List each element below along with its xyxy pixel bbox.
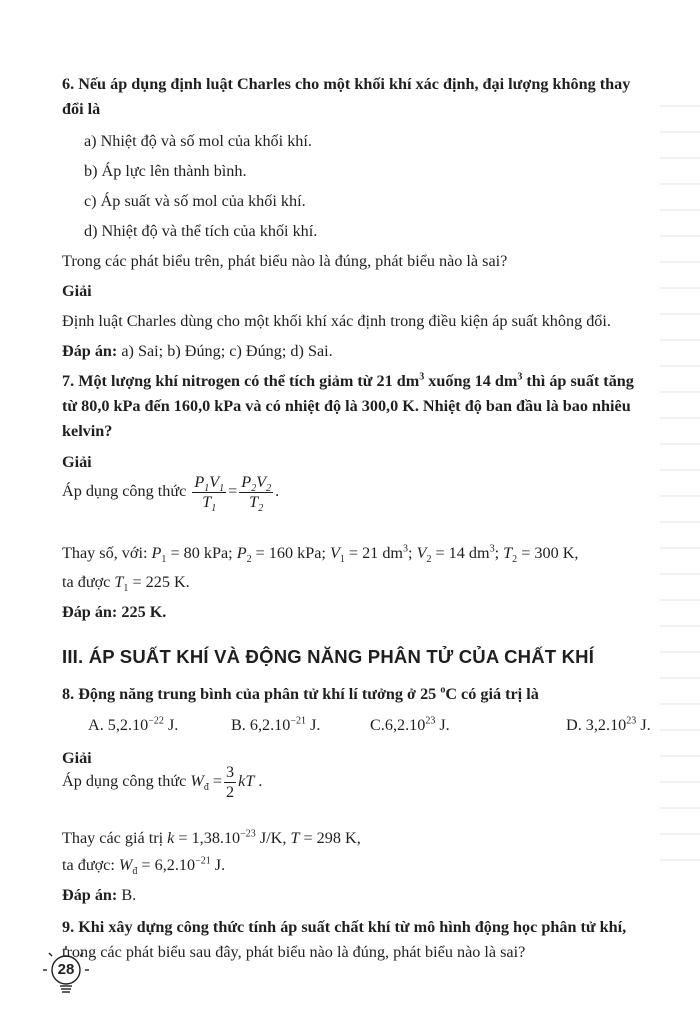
q6-option-c: c) Áp suất và số mol của khối khí. [84, 192, 306, 210]
q8-options [88, 716, 668, 740]
section-heading: III. ÁP SUẤT KHÍ VÀ ĐỘNG NĂNG PHÂN TỬ CỦA CHẤT KHÍ [62, 646, 595, 667]
q7-title: 7. Một lượng khí nitrogen có thể tích giảm từ 21 $dm^3$ xuống 14 $dm^3$ thì áp suất tăng [62, 371, 634, 390]
page-number: 28 [57, 961, 75, 978]
q7-result: ta được $T_1 = 225$ K. [62, 573, 190, 595]
q9-title: 9. Khi xây dựng công thức tính áp suất chất khí từ mô hình động học phân tử khí, trong các phát biểu sau đây, phát biểu nào là đúng, phát biểu nào là sai? [62, 918, 627, 961]
q8-option-b: B. $6,2.10^{-21}$ J. [231, 715, 321, 734]
q8-formula-fraction: $\frac{3}{2}$ [226, 762, 235, 801]
q7-substitution: Thay số, với: $P_1 = 80$ kPa; $P_2 = 160$ kPa; $V_1 = 21$ $dm^3$; $V_2 = 14$ $dm^3$; $T_2 = 300$ K, [62, 543, 579, 566]
q7-title-line2: từ 80,0 kPa đến 160,0 kPa và có nhiệt độ là 300,0 K. Nhiệt độ ban đầu là bao nhiêu [62, 397, 631, 415]
q7-giai-heading: Giải [62, 453, 92, 471]
q7-answer-label: Đáp án: [62, 603, 118, 621]
q6-option-b: b) Áp lực lên thành bình. [84, 162, 247, 180]
q8-option-c: C.6,2.10$^{23}$ J. [370, 715, 450, 734]
q7-answer [62, 600, 662, 625]
q7-formula-fraction-left: $\frac{P_1V_1}{T_1}$ [194, 472, 225, 515]
q6-solution: Định luật Charles dùng cho một khối khí xác định trong điều kiện áp suất không đổi. [62, 312, 611, 330]
q6-option-d: d) Nhiệt độ và thể tích của khối khí. [84, 222, 318, 240]
q8-substitution: Thay các giá trị $k = 1,38.10^{-23}$ J/K, T = 298 K, [62, 828, 361, 847]
q8-title: 8. Động năng trung bình của phân tử khí lí tưởng ở 25 $^o$C có giá trị là [62, 684, 539, 703]
q8-option-d: D. 3,2.10$^{23}$ J. [566, 715, 651, 734]
q7-formula-fraction-right: $\frac{P_2V_2}{T_2}$ [241, 472, 272, 515]
q8-option-a: A. $5,2.10^{-22}$ J. [88, 715, 179, 734]
q7-answer-text: 225 K. [121, 603, 167, 621]
q6-answer [62, 339, 662, 364]
q6-giai-heading: Giải [62, 282, 92, 300]
q8-answer-label: Đáp án: [62, 886, 118, 904]
q6-title: 6. Nếu áp dụng định luật Charles cho một khối khí xác định, đại lượng không thay đổi là [62, 75, 631, 118]
q8-result: ta được: $W_đ = 6,2.10^{-21}$ J. [62, 855, 226, 878]
q8-giai-heading: Giải [62, 749, 92, 767]
q6-answer-text: a) Sai; b) Đúng; c) Đúng; d) Sai. [121, 342, 333, 360]
q8-answer [62, 883, 662, 908]
q8-answer-text: B. [121, 886, 137, 904]
q6-answer-label: Đáp án: [62, 342, 118, 360]
q6-question: Trong các phát biểu trên, phát biểu nào là đúng, phát biểu nào là sai? [62, 252, 508, 270]
q8-formula-line: Áp dụng công thức $W_đ$ = $\frac{3}{2}$ kT . [62, 762, 263, 801]
page-number-badge [40, 944, 92, 996]
q7-formula-line: Áp dụng công thức $\frac{P_1V_1}{T_1}$ = $\frac{P_2V_2}{T_2}$ . [62, 472, 280, 515]
q7-title-line3: kelvin? [62, 422, 113, 440]
q6-option-a: a) Nhiệt độ và số mol của khối khí. [84, 132, 312, 150]
